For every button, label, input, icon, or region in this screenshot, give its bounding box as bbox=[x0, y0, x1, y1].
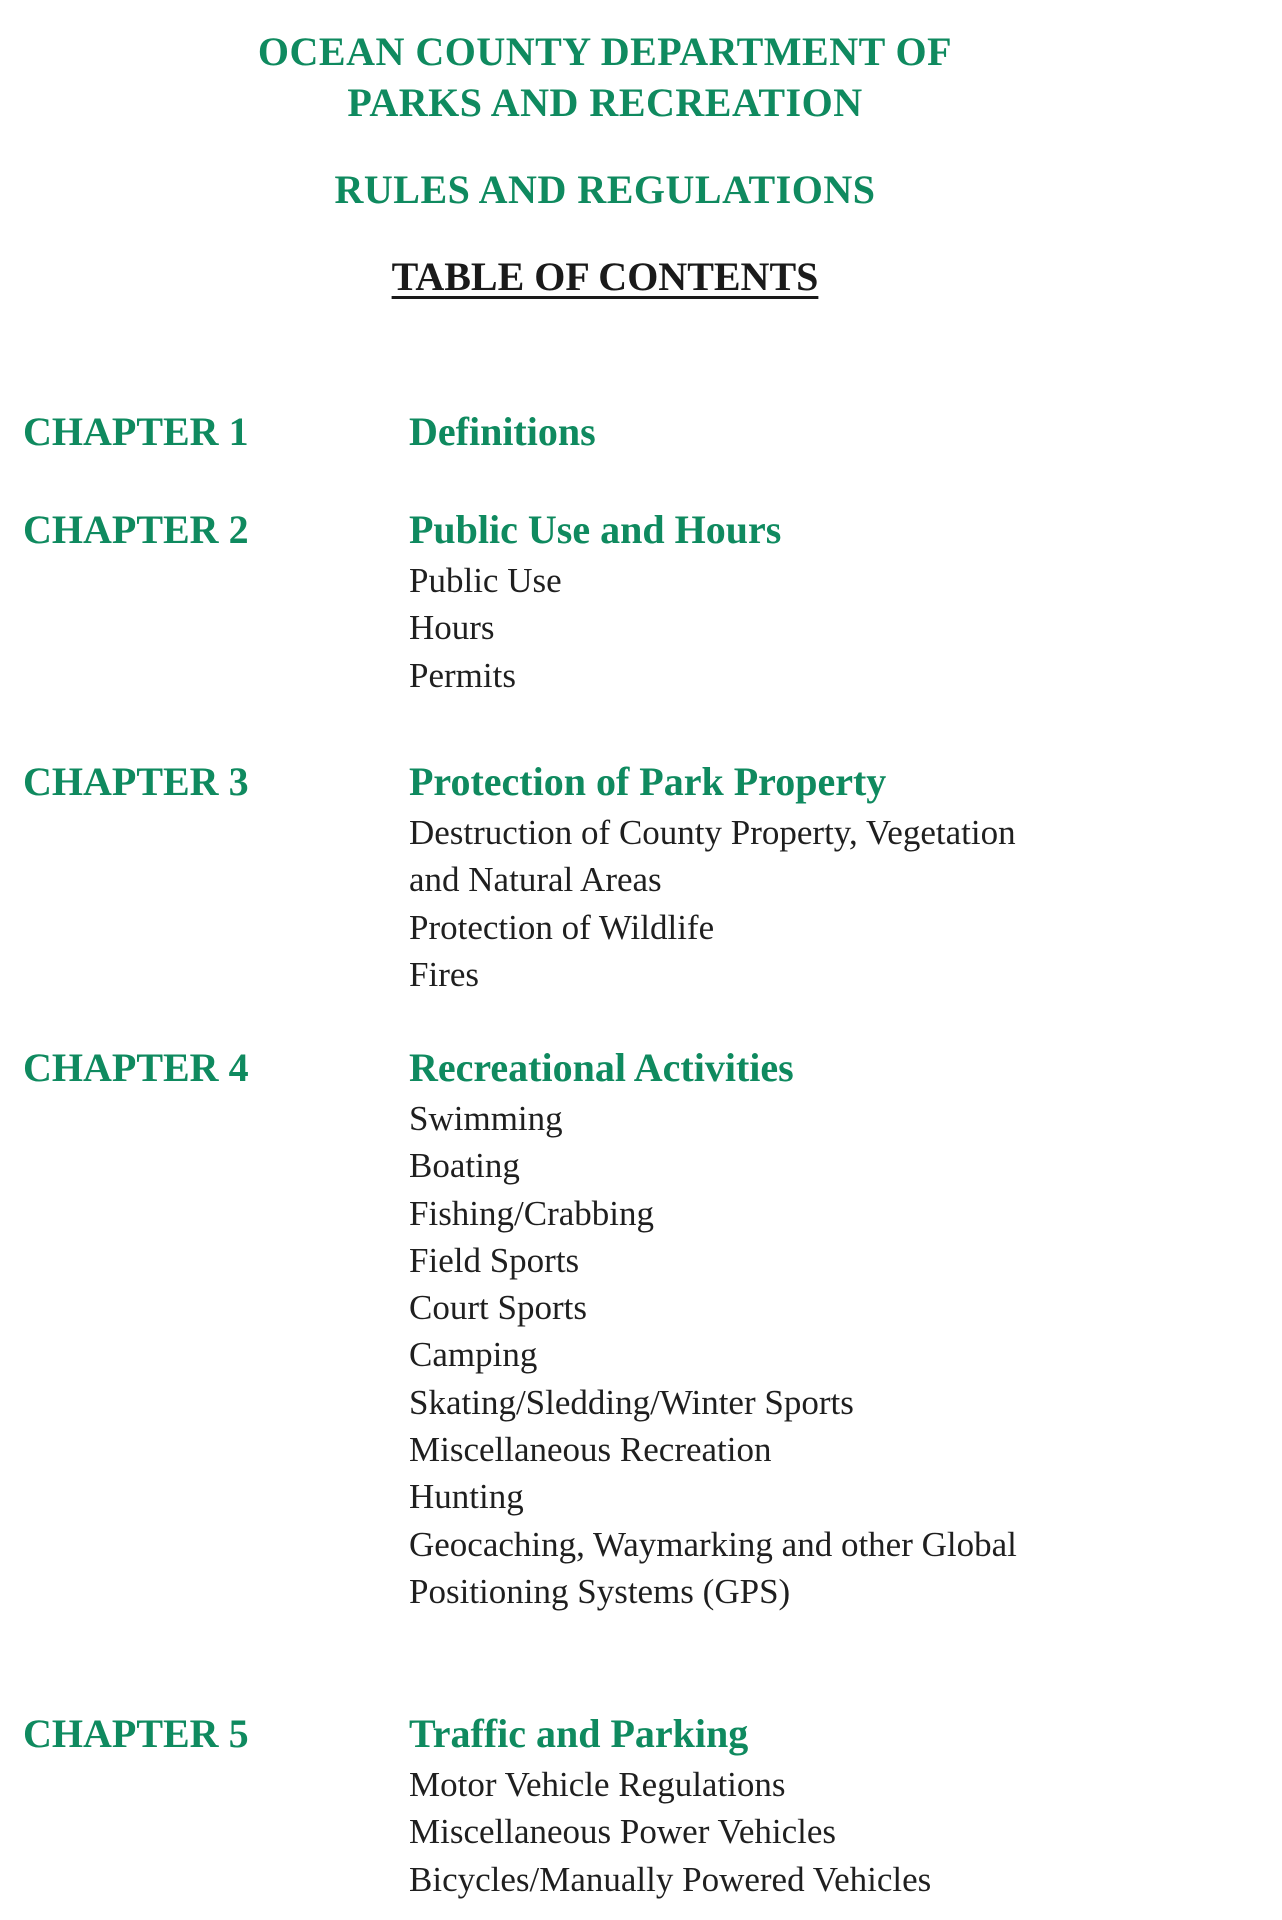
section-list bbox=[409, 1761, 1229, 1903]
org-name-line-2: PARKS AND RECREATION bbox=[347, 80, 863, 125]
chapter-body bbox=[409, 505, 1229, 699]
chapter-label: CHAPTER 2 bbox=[23, 507, 249, 552]
chapter-body bbox=[409, 1043, 1229, 1615]
section-item: Skating/Sledding/Winter Sports bbox=[409, 1382, 854, 1422]
document-subtitle: RULES AND REGULATIONS bbox=[334, 167, 876, 212]
section-list bbox=[409, 1095, 1229, 1615]
section-item: Swimming bbox=[409, 1099, 563, 1138]
section-list bbox=[409, 809, 1229, 998]
section-item: and Natural Areas bbox=[409, 860, 662, 900]
section-item: Miscellaneous Recreation bbox=[409, 1430, 772, 1470]
chapter-label: CHAPTER 5 bbox=[23, 1711, 249, 1756]
section-item: Destruction of County Property, Vegetation bbox=[409, 813, 1016, 852]
section-list bbox=[409, 557, 1229, 699]
section-item: Camping bbox=[409, 1335, 538, 1375]
chapter-label: CHAPTER 1 bbox=[23, 409, 249, 454]
chapter-body bbox=[409, 757, 1229, 998]
section-item: Fishing/Crabbing bbox=[409, 1193, 655, 1233]
chapter-label: CHAPTER 4 bbox=[23, 1045, 249, 1090]
section-item: Public Use bbox=[409, 561, 562, 600]
section-item: Field Sports bbox=[409, 1240, 580, 1280]
chapter-title: Definitions bbox=[409, 409, 596, 454]
section-item: Hunting bbox=[409, 1477, 524, 1517]
section-item: Protection of Wildlife bbox=[409, 907, 715, 947]
chapter-title: Public Use and Hours bbox=[409, 507, 782, 552]
section-item: Miscellaneous Power Vehicles bbox=[409, 1812, 837, 1852]
org-name-line-1: OCEAN COUNTY DEPARTMENT OF bbox=[257, 29, 953, 74]
section-item: Bicycles/Manually Powered Vehicles bbox=[409, 1859, 932, 1899]
toc-heading-text: TABLE OF CONTENTS bbox=[391, 254, 819, 299]
chapter-body bbox=[409, 407, 1229, 457]
toc-heading bbox=[0, 252, 1210, 302]
section-item: Hours bbox=[409, 608, 495, 648]
section-item: Motor Vehicle Regulations bbox=[409, 1765, 786, 1804]
chapter-title: Recreational Activities bbox=[409, 1045, 794, 1090]
section-item: Court Sports bbox=[409, 1288, 587, 1328]
section-item: Geocaching, Waymarking and other Global bbox=[409, 1524, 1017, 1564]
section-item: Boating bbox=[409, 1146, 520, 1186]
section-item: Fires bbox=[409, 954, 479, 994]
chapter-title: Protection of Park Property bbox=[409, 759, 887, 804]
section-item: Positioning Systems (GPS) bbox=[409, 1571, 791, 1611]
section-item: Permits bbox=[409, 655, 516, 695]
chapter-body bbox=[409, 1709, 1229, 1903]
chapter-title: Traffic and Parking bbox=[409, 1711, 749, 1756]
chapter-label: CHAPTER 3 bbox=[23, 759, 249, 804]
